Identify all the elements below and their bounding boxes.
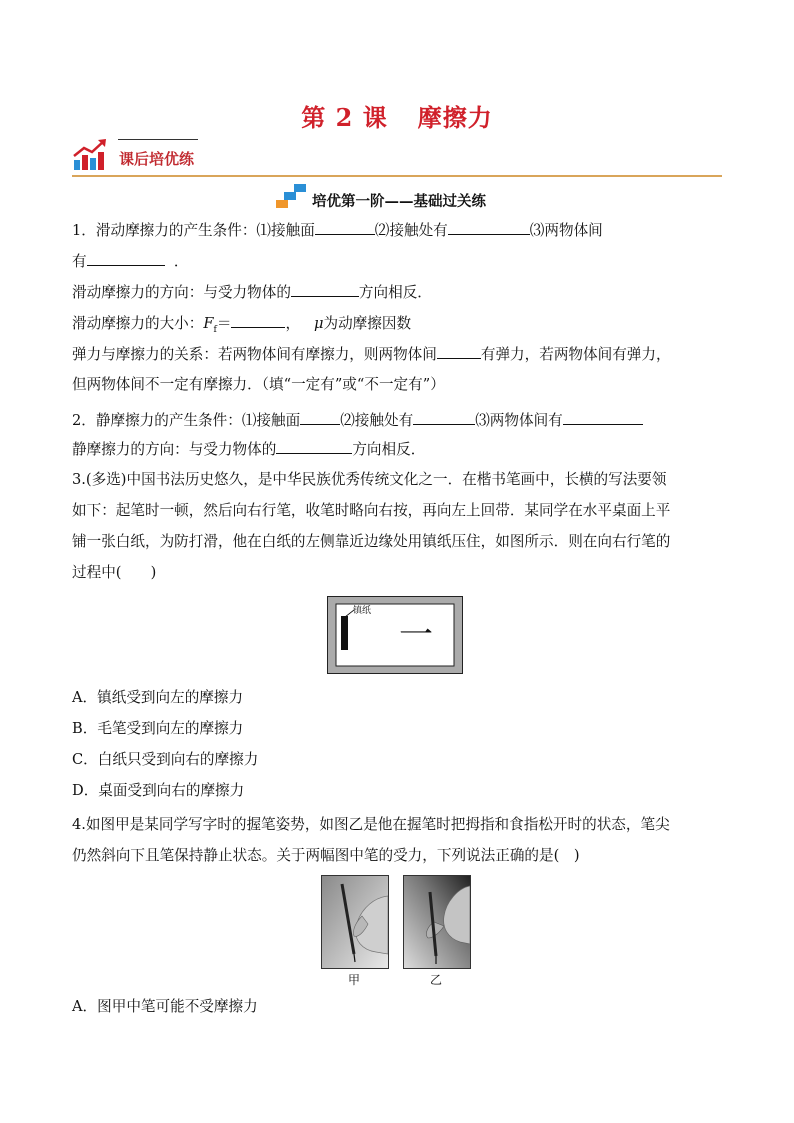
sliding-friction-magnitude: 滑动摩擦力的大小：$F_f=$ ， μ为动摩擦因数 <box>72 315 412 335</box>
answer-blank <box>291 282 359 297</box>
pen-grip-figure <box>321 875 473 987</box>
photo-jia <box>321 875 389 969</box>
option-a: A．镇纸受到向左的摩擦力 <box>72 689 244 706</box>
question-3-line-2: 如下：起笔时一顿，然后向右行笔，收笔时略向右按，再向左上回带．某同学在水平桌面上平 <box>72 502 671 519</box>
question-4-line-2: 仍然斜向下且笔保持静止状态。关于两幅图中笔的受力，下列说法正确的是( ) <box>72 847 580 864</box>
paperweight-label: 镇纸 <box>353 606 372 616</box>
question-1-line-1: 1．滑动摩擦力的产生条件：⑴接触面 ⑵接触处有 ⑶两物体间 <box>72 222 603 239</box>
calligraphy-figure <box>327 596 463 674</box>
question-3-line-4: 过程中( ) <box>72 564 157 581</box>
answer-blank <box>276 439 352 454</box>
answer-blank <box>87 251 165 266</box>
page-title: 第 2 课 摩擦力 <box>301 103 493 132</box>
option-c: C．白纸只受到向右的摩擦力 <box>72 751 259 768</box>
growth-chart-icon <box>72 138 108 172</box>
section-header-line <box>118 139 198 140</box>
answer-blank <box>413 410 475 425</box>
question-4-line-1: 4.如图甲是某同学写字时的握笔姿势，如图乙是他在握笔时把拇指和食指松开时的状态，笔尖 <box>72 816 670 833</box>
brush-stroke-character: 一 <box>399 615 433 655</box>
answer-blank <box>563 410 643 425</box>
section-divider <box>72 175 722 177</box>
question-3-line-1: 3.(多选)中国书法历史悠久，是中华民族优秀传统文化之一．在楷书笔画中，长横的写法要领 <box>72 471 667 488</box>
answer-blank <box>437 344 481 359</box>
stairs-icon <box>276 184 308 208</box>
question-1-line-2: 有 ． <box>72 253 189 270</box>
option-d: D．桌面受到向右的摩擦力 <box>72 782 245 799</box>
subsection-title: 培优第一阶——基础过关练 <box>312 193 486 210</box>
caption-jia: 甲 <box>347 973 360 987</box>
option-b: B．毛笔受到向左的摩擦力 <box>72 720 244 737</box>
static-friction-direction: 静摩擦力的方向：与受力物体的 方向相反． <box>72 441 426 458</box>
answer-blank <box>231 313 285 328</box>
caption-yi: 乙 <box>429 973 442 987</box>
sliding-friction-direction: 滑动摩擦力的方向：与受力物体的 方向相反． <box>72 284 432 301</box>
answer-blank <box>300 410 340 425</box>
answer-blank <box>315 220 375 235</box>
force-relation-line-1: 弹力与摩擦力的关系：若两物体间有摩擦力，则两物体间 有弹力，若两物体间有弹力， <box>72 346 671 363</box>
q4-option-a: A．图甲中笔可能不受摩擦力 <box>72 998 258 1015</box>
question-2-line-1: 2．静摩擦力的产生条件：⑴接触面 ⑵接触处有 ⑶两物体间有 <box>72 410 724 431</box>
photo-yi <box>403 875 471 969</box>
question-3-line-3: 铺一张白纸，为防打滑，他在白纸的左侧靠近边缘处用镇纸压住，如图所示．则在向右行笔的 <box>72 533 671 550</box>
paperweight <box>341 616 348 650</box>
answer-blank <box>448 220 530 235</box>
section-label: 课后培优练 <box>119 150 195 168</box>
force-relation-line-2: 但两物体间不一定有摩擦力．（填“一定有”或“不一定有”） <box>72 376 445 393</box>
